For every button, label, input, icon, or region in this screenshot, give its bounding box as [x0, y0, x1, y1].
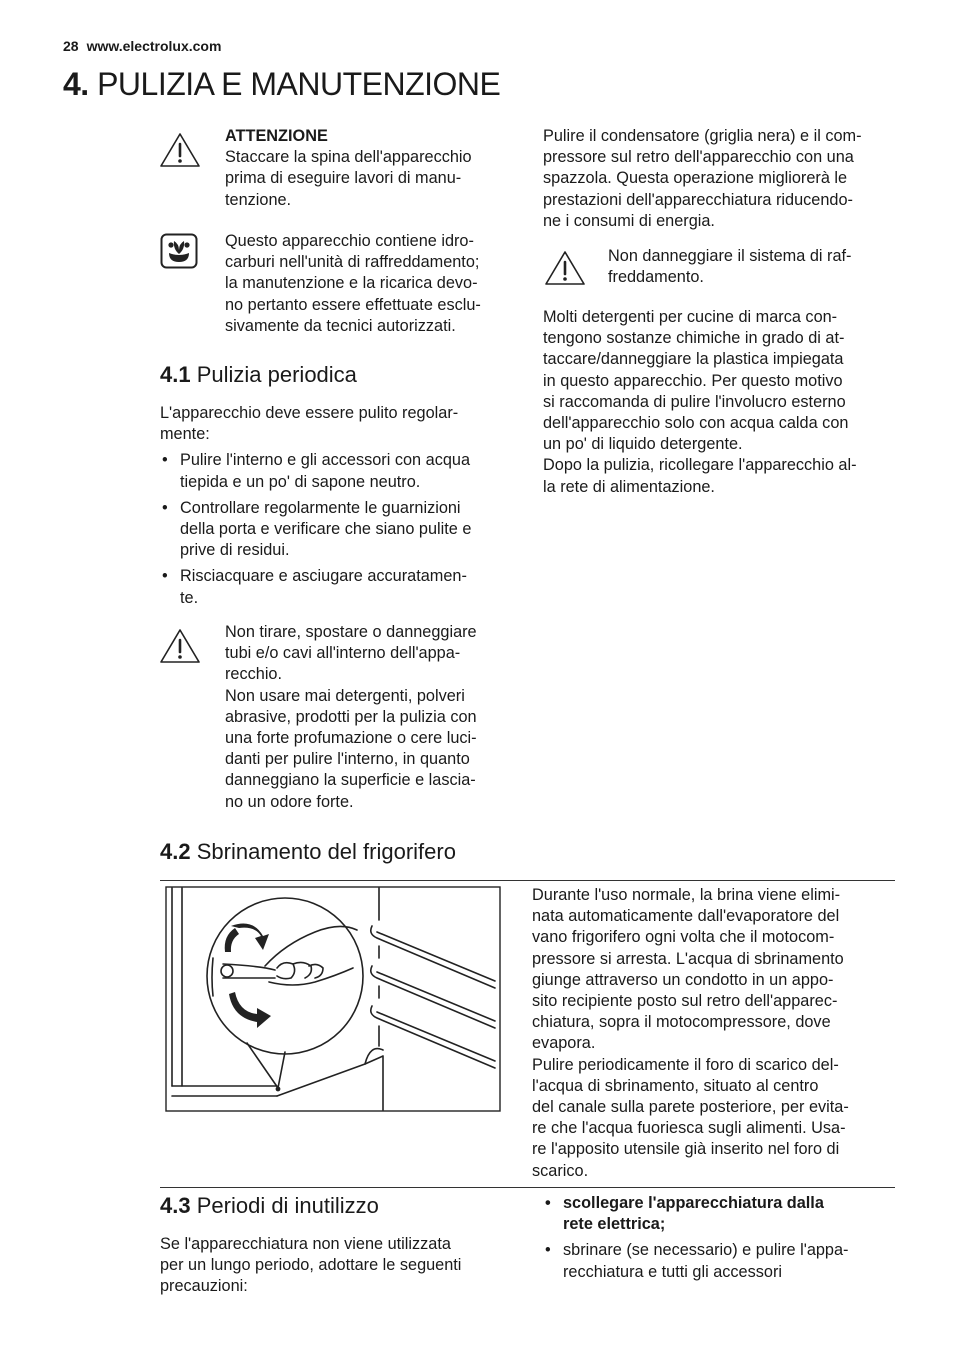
- condenser-paragraph: Pulire il condensatore (griglia nera) e il com- pressore sul retro dell'apparecchio con una spazzola. Questa operazione migliorerà le prestazioni dell'apparecchiatura riducendo- ne i consumi di energia.: [543, 127, 862, 230]
- chapter-title: [63, 66, 500, 103]
- chapter-number: 4.: [63, 66, 89, 102]
- cleaning-list: [160, 450, 520, 608]
- section-heading-4-3: [160, 1193, 379, 1219]
- warning-title: ATTENZIONE: [225, 127, 328, 145]
- website: www.electrolux.com: [86, 38, 222, 54]
- section-4-1-body: [160, 403, 520, 614]
- section-rule: [160, 1187, 895, 1188]
- section-heading-4-1: [160, 362, 357, 388]
- warning-triangle-icon: [158, 626, 202, 666]
- warning-triangle-icon: [158, 130, 202, 170]
- section-heading-4-2: [160, 839, 456, 865]
- warning-attention: [225, 126, 525, 211]
- section-title: Periodi di inutilizzo: [196, 1193, 379, 1218]
- warning-text: Non tirare, spostare o danneggiare tubi e/o cavi all'interno dell'appa- recchio. Non usare mai detergenti, polveri abrasive, prodotti per la pulizia con una forte profumazione o cere luci- danti per pulire l'interno, in quanto danneggiano la superficie e lascia- no un odore forte.: [225, 623, 477, 811]
- section-rule: [160, 880, 895, 881]
- environment-icon: [160, 233, 198, 269]
- list-item: • Pulire l'interno e gli accessori con acqua tiepida e un po' di sapone neutro.: [160, 450, 520, 492]
- defrost-illustration: [165, 886, 501, 1112]
- section-title: Pulizia periodica: [196, 362, 357, 387]
- section-number: 4.3: [160, 1193, 191, 1218]
- section-title: Sbrinamento del frigorifero: [196, 839, 456, 864]
- environment-note: [225, 231, 525, 337]
- list-item: • sbrinare (se necessario) e pulire l'appa- recchiatura e tutti gli accessori: [543, 1240, 903, 1282]
- defrost-paragraph: Durante l'uso normale, la brina viene elimi- nata automaticamente dall'evaporatore del vano frigorifero ogni volta che il motocom- pressore si arresta. L'acqua di sbrinamento giunge attraverso un condotto in un appo- sito recipiente posto sul retro dell'apparec- chiatura, sopra il motocompressore, dove evapora. Pulire periodicamente il foro di scarico del- l'acqua di sbrinamento, situato al centro del canale sulla parete posteriore, per evita- re che l'acqua fuoriesca sugli alimenti. Usa- re l'apposito utensile già inserito nel foro di scarico.: [532, 886, 849, 1180]
- environment-text: Questo apparecchio contiene idro- carburi nell'unità di raffreddamento; la manutenzione e la ricarica devo- no pertanto essere effettuate esclu- sivamente da tecnici autorizzati.: [225, 232, 481, 335]
- detergents-paragraph: Molti detergenti per cucine di marca con- tengono sostanze chimiche in grado di at- taccare/danneggiare la plastica impiegata in questo apparecchio. Per questo motivo si raccomanda di pulire l'involucro esterno dell'apparecchio solo con acqua calda con un po' di liquido detergente. Dopo la pulizia, ricollegare l'apparecchio al- la rete di alimentazione.: [543, 308, 857, 496]
- list-item: • Risciacquare e asciugare accuratamen- te.: [160, 566, 520, 608]
- list-item: • Controllare regolarmente le guarnizioni della porta e verificare che siano pulite e prive di residui.: [160, 498, 520, 562]
- page-header: [63, 38, 221, 54]
- inactivity-list: [543, 1193, 903, 1283]
- section-intro: L'apparecchio deve essere pulito regolar- mente:: [160, 404, 459, 444]
- chapter-name: PULIZIA E MANUTENZIONE: [97, 66, 501, 102]
- section-number: 4.2: [160, 839, 191, 864]
- warning-pipes: [225, 622, 525, 813]
- section-4-3-intro: Se l'apparecchiatura non viene utilizzata per un lungo periodo, adottare le seguenti precauzioni:: [160, 1235, 462, 1296]
- section-number: 4.1: [160, 362, 191, 387]
- warning-text: Staccare la spina dell'apparecchio prima di eseguire lavori di manu- tenzione.: [225, 148, 472, 209]
- list-item: • scollegare l'apparecchiatura dalla rete elettrica;: [543, 1193, 903, 1235]
- page-number: 28: [63, 38, 79, 54]
- warning-cooling: Non danneggiare il sistema di raf- freddamento.: [608, 247, 852, 287]
- warning-triangle-icon: [543, 248, 587, 288]
- section-4-3-list: [543, 1193, 903, 1288]
